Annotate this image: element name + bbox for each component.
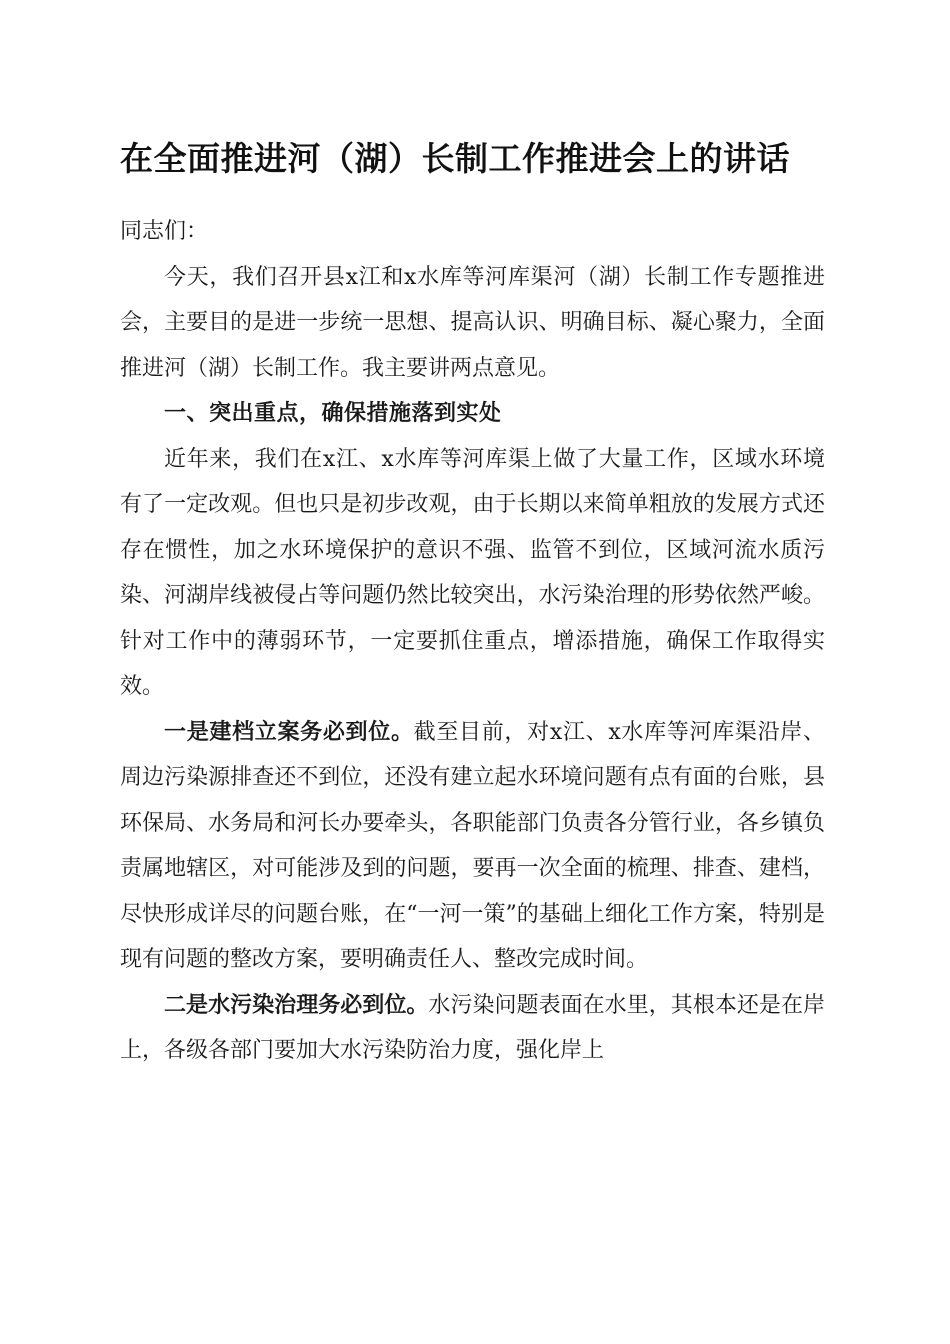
point-1-paragraph	[120, 710, 825, 983]
salutation: 同志们：	[120, 219, 209, 244]
document-title: 在全面推进河（湖）长制工作推进会上的讲话	[120, 139, 790, 178]
point-2-body: 水污染问题表面在水里，其根本还是在岸上，各级各部门要加大水污染防治力度，强化岸上	[120, 992, 825, 1063]
point-2-paragraph	[120, 983, 825, 1074]
point-2-lead: 二是水污染治理务必到位。	[164, 991, 429, 1018]
intro-paragraph: 今天，我们召开县x江和x水库等河库渠河（湖）长制工作专题推进会，主要目的是进一步统一思想、提高认识、明确目标、凝心聚力，全面推进河（湖）长制工作。我主要讲两点意见。	[120, 264, 825, 381]
document-body	[120, 209, 825, 1074]
point-1-body: 截至目前，对x江、x水库等河库渠沿岸、周边污染源排查还不到位，还没有建立起水环境问题有点有面的台账，县环保局、水务局和河长办要牵头，各职能部门负责各分管行业，各乡镇负责属地辖区，对可能涉及到的问题，要再一次全面的梳理、排查、建档，尽快形成详尽的问题台账，在“一河一策”的基础上细化工作方案，特别是现有问题的整改方案，要明确责任人、整改完成时间。	[120, 719, 825, 972]
section-1-paragraph: 近年来，我们在x江、x水库等河库渠上做了大量工作，区域水环境有了一定改观。但也只是初步改观，由于长期以来简单粗放的发展方式还存在惯性，加之水环境保护的意识不强、监管不到位，区域河流水质污染、河湖岸线被侵占等问题仍然比较突出，水污染治理的形势依然严峻。针对工作中的薄弱环节，一定要抓住重点，增添措施，确保工作取得实效。	[120, 446, 825, 699]
section-heading-1: 一、突出重点，确保措施落到实处	[164, 401, 502, 426]
point-1-lead: 一是建档立案务必到位。	[164, 718, 414, 745]
